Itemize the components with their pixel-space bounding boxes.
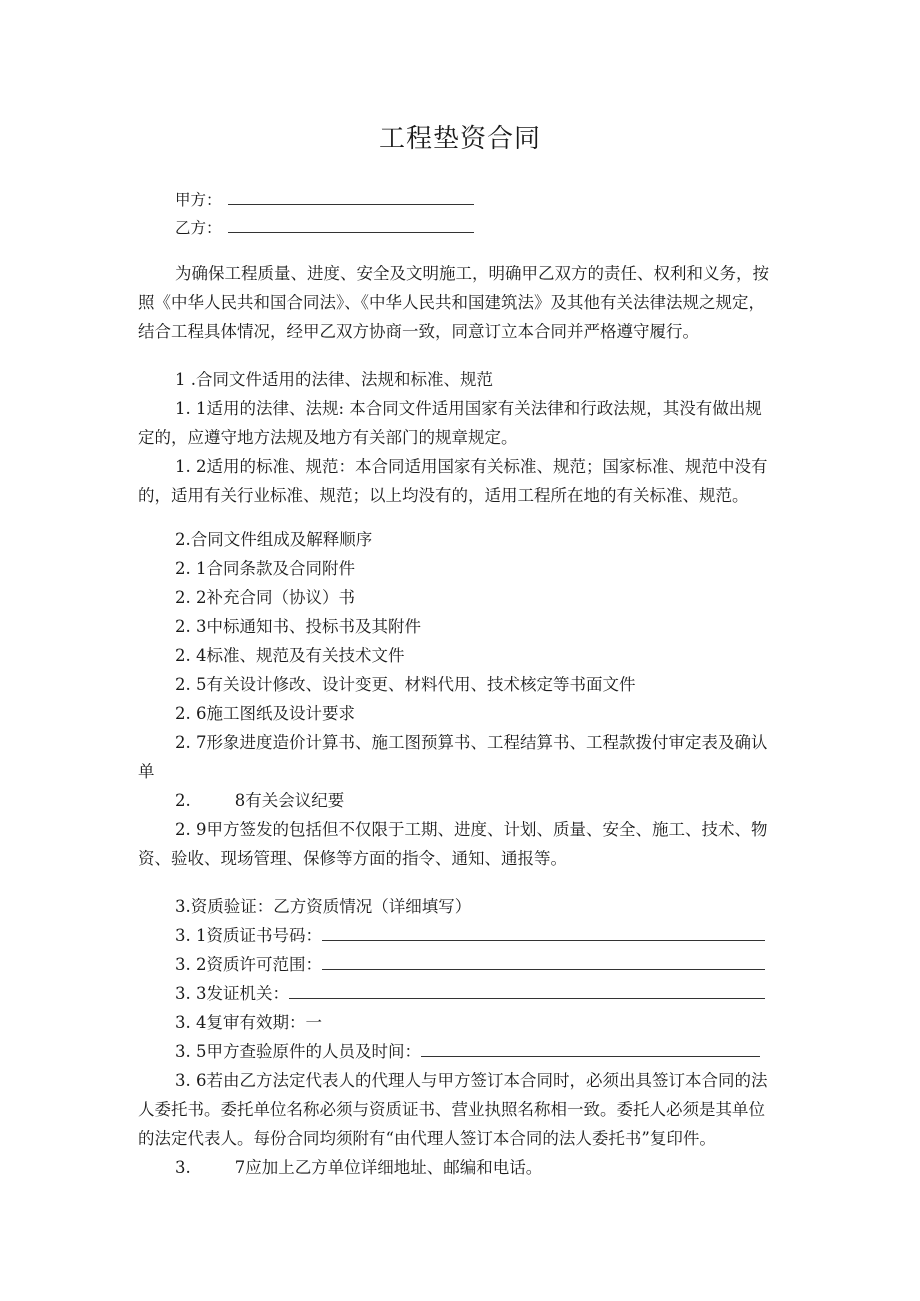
preamble-line: 照《中华人民共和国合同法》、《中华人民共和国建筑法》及其他有关法律法规之规定， — [138, 293, 765, 312]
party-a-label: 甲方： — [175, 191, 222, 209]
list-item — [138, 1153, 830, 1182]
field-label: 3. 5甲方查验原件的人员及时间： — [175, 1042, 421, 1061]
party-a-field — [175, 188, 474, 210]
certificate-number-blank[interactable] — [322, 926, 765, 941]
list-item: 2. 9甲方签发的包括但不仅限于工期、进度、计划、质量、安全、施工、技术、物 — [175, 820, 768, 839]
clause-line: 1. 1适用的法律、法规: 本合同文件适用国家有关法律和行政法规，其没有做出规 — [175, 399, 762, 418]
list-item: 2. 3中标通知书、投标书及其附件 — [175, 617, 421, 636]
list-item: 2. 7形象进度造价计算书、施工图预算书、工程结算书、工程款拨付审定表及确认 — [175, 733, 768, 752]
list-item-continued: 单 — [138, 762, 155, 781]
list-item: 2. 4标准、规范及有关技术文件 — [175, 646, 405, 665]
qualification-field — [138, 921, 830, 950]
section-2-heading: 2.合同文件组成及解释顺序 — [175, 530, 373, 549]
list-item: 2. 1合同条款及合同附件 — [175, 559, 355, 578]
list-item — [138, 786, 830, 815]
issuing-authority-blank[interactable] — [289, 984, 765, 999]
party-a-blank[interactable] — [228, 190, 474, 205]
list-item: 2. 5有关设计修改、设计变更、材料代用、技术核定等书面文件 — [175, 675, 636, 694]
list-item: 2. 2补充合同（协议）书 — [175, 588, 355, 607]
field-label: 3. 3发证机关： — [175, 984, 289, 1003]
field-label: 3. 1资质证书号码： — [175, 926, 322, 945]
preamble-line: 结合工程具体情况，经甲乙双方协商一致，同意订立本合同并严格遵守履行。 — [138, 322, 699, 341]
party-b-blank[interactable] — [228, 218, 474, 233]
clause-line: 定的，应遵守地方法规及地方有关部门的规章规定。 — [138, 428, 518, 447]
clause-line: 的法定代表人。每份合同均须附有“由代理人签订本合同的法人委托书”复印件。 — [138, 1129, 716, 1148]
preamble-line: 为确保工程质量、进度、安全及文明施工，明确甲乙双方的责任、权利和义务，按 — [175, 264, 769, 283]
clause-line: 的，适用有关行业标准、规范；以上均没有的，适用工程所在地的有关标准、规范。 — [138, 486, 749, 505]
item-text: 8有关会议纪要 — [234, 791, 345, 810]
inspector-time-blank[interactable] — [421, 1042, 760, 1057]
document-title: 工程垫资合同 — [378, 124, 541, 154]
qualification-field — [138, 950, 830, 979]
item-text: 7应加上乙方单位详细地址、邮编和电话。 — [234, 1158, 543, 1177]
field-label: 3. 2资质许可范围： — [175, 955, 322, 974]
party-b-field — [175, 216, 474, 238]
list-item-continued: 资、验收、现场管理、保修等方面的指令、通知、通报等。 — [138, 849, 567, 868]
party-b-label: 乙方： — [175, 219, 222, 237]
clause-line: 3. 6若由乙方法定代表人的代理人与甲方签订本合同时，必须出具签订本合同的法 — [175, 1071, 768, 1090]
section-1-heading: 1 .合同文件适用的法律、法规和标准、规范 — [175, 370, 493, 389]
license-scope-blank[interactable] — [322, 955, 765, 970]
section-3-heading: 3.资质验证：乙方资质情况（详细填写） — [175, 897, 472, 916]
list-item: 2. 6施工图纸及设计要求 — [175, 704, 355, 723]
clause-line: 人委托书。委托单位名称必须与资质证书、营业执照名称相一致。委托人必须是其单位 — [138, 1100, 765, 1119]
item-number: 2. — [175, 791, 191, 810]
qualification-field — [138, 1037, 830, 1066]
item-number: 3. — [175, 1158, 191, 1177]
clause-line: 1. 2适用的标准、规范：本合同适用国家有关标准、规范；国家标准、规范中没有 — [175, 457, 768, 476]
qualification-field — [138, 979, 830, 1008]
qualification-field: 3. 4复审有效期：一 — [175, 1013, 322, 1032]
